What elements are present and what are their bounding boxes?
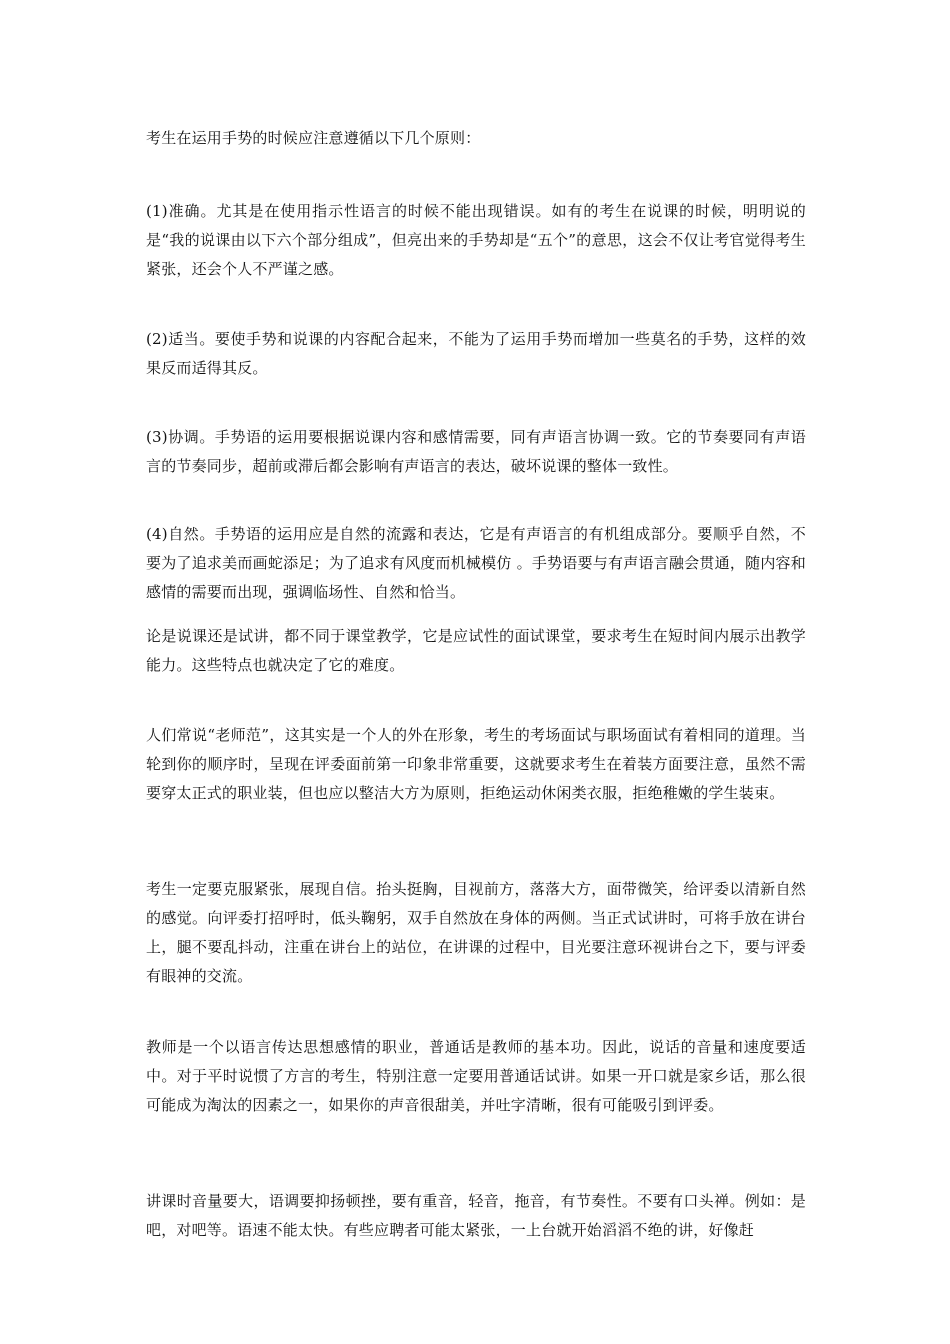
paragraph-exam-nature: 论是说课还是试讲，都不同于课堂教学，它是应试性的面试课堂，要求考生在短时间内展示出教学能力。这些特点也就决定了它的难度。 [146,627,806,674]
paragraph-principle-coordinated: (3)协调。手势语的运用要根据说课内容和感情需要，同有声语言协调一致。它的节奏要同有声语言的节奏同步，超前或滞后都会影响有声语言的表达，破坏说课的整体一致性。 [146,428,806,475]
paragraph-voice: 讲课时音量要大，语调要抑扬顿挫，要有重音，轻音，拖音，有节奏性。不要有口头禅。例如：是吧，对吧等。语速不能太快。有些应聘者可能太紧张，一上台就开始滔滔不绝的讲，好像赶 [146,1192,806,1239]
paragraph-principle-natural: (4)自然。手势语的运用应是自然的流露和表达，它是有声语言的有机组成部分。要顺乎自然，不要为了追求美而画蛇添足；为了追求有风度而机械模仿 。手势语要与有声语言融会贯通，随内容和感情的需要而出现，强调临场性、自然和恰当。 [146,525,806,601]
paragraph-appearance: 人们常说“老师范”，这其实是一个人的外在形象，考生的考场面试与职场面试有着相同的道理。当轮到你的顺序时，呈现在评委面前第一印象非常重要，这就要求考生在着装方面要注意，虽然不需要穿太正式的职业装，但也应以整洁大方为原则，拒绝运动休闲类衣服，拒绝稚嫩的学生装束。 [146,726,806,802]
paragraph-confidence: 考生一定要克服紧张，展现自信。抬头挺胸，目视前方，落落大方，面带微笑，给评委以清新自然的感觉。向评委打招呼时，低头鞠躬，双手自然放在身体的两侧。当正式试讲时，可将手放在讲台上，腿不要乱抖动，注重在讲台上的站位，在讲课的过程中，目光要注意环视讲台之下，要与评委有眼神的交流。 [146,880,806,985]
paragraph-mandarin: 教师是一个以语言传达思想感情的职业，普通话是教师的基本功。因此，说话的音量和速度要适中。对于平时说惯了方言的考生，特别注意一定要用普通话试讲。如果一开口就是家乡话，那么很可能成为淘汰的因素之一，如果你的声音很甜美，并吐字清晰，很有可能吸引到评委。 [146,1038,806,1114]
paragraph-intro: 考生在运用手势的时候应注意遵循以下几个原则： [146,129,481,147]
paragraph-principle-accurate: (1)准确。尤其是在使用指示性语言的时候不能出现错误。如有的考生在说课的时候，明明说的是“我的说课由以下六个部分组成”，但亮出来的手势却是“五个”的意思，这会不仅让考官觉得考生紧张，还会个人不严谨之感。 [146,202,806,278]
paragraph-principle-appropriate: (2)适当。要使手势和说课的内容配合起来，不能为了运用手势而增加一些莫名的手势，这样的效果反而适得其反。 [146,330,806,377]
